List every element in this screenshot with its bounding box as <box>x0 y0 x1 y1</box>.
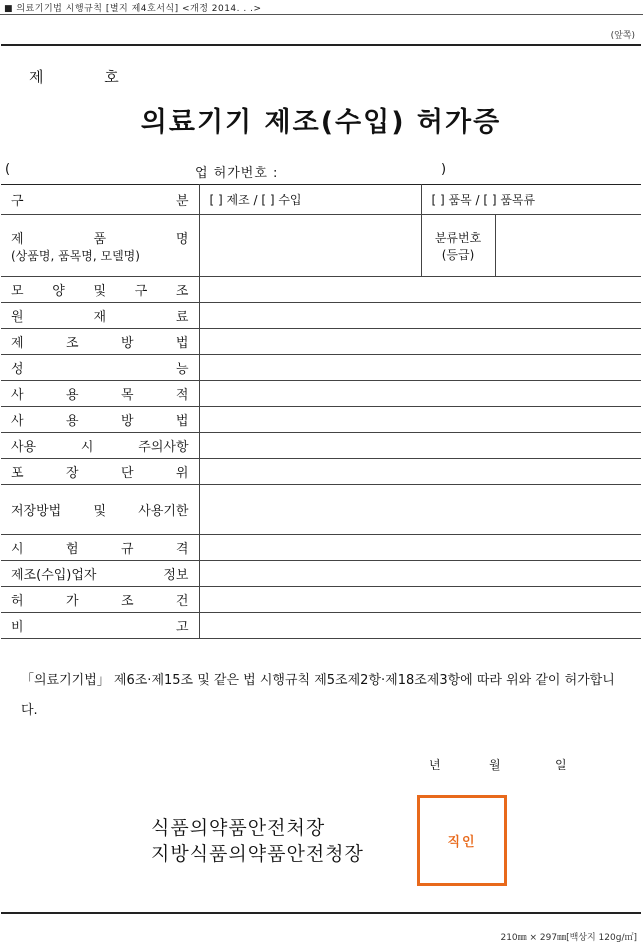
test-standard-label: 시 험 규 격 <box>1 535 199 561</box>
table-row <box>1 587 641 613</box>
manufacturer-info-label: 제조(수입)업자 정보 <box>1 561 199 587</box>
storage-expiry-label: 저장방법 및 사용기한 <box>1 485 199 535</box>
table-row <box>1 613 641 639</box>
permit-close-paren: ) <box>441 162 447 177</box>
performance-label: 성 능 <box>1 355 199 381</box>
table-row <box>1 433 641 459</box>
classification-field[interactable] <box>495 215 641 277</box>
table-row <box>1 185 641 215</box>
table-row <box>1 561 641 587</box>
raw-materials-field[interactable] <box>199 303 641 329</box>
precautions-label: 사용 시 주의사항 <box>1 433 199 459</box>
intended-use-field[interactable] <box>199 381 641 407</box>
usage-method-field[interactable] <box>199 407 641 433</box>
manufacturer-info-field[interactable] <box>199 561 641 587</box>
date-year-label: 년 <box>429 758 441 772</box>
permit-conditions-field[interactable] <box>199 587 641 613</box>
certificate-table <box>1 184 641 639</box>
issuing-authority <box>151 815 364 867</box>
table-row <box>1 381 641 407</box>
manufacturing-method-label: 제 조 방 법 <box>1 329 199 355</box>
remarks-label: 비 고 <box>1 613 199 639</box>
paper-size-note: 210㎜ × 297㎜[백상지 120g/㎡] <box>500 933 637 943</box>
division-item-itemclass-checkboxes[interactable]: [ ] 품목 / [ ] 품목류 <box>421 185 641 215</box>
table-row <box>1 277 641 303</box>
usage-method-label: 사 용 방 법 <box>1 407 199 433</box>
intended-use-label: 사 용 목 적 <box>1 381 199 407</box>
official-seal-text: 직인 <box>447 835 477 850</box>
authority-ministry: 식품의약품안전처장 <box>151 817 326 839</box>
table-row <box>1 407 641 433</box>
legal-statement: 「의료기기법」 제6조·제15조 및 같은 법 시행규칙 제5조제2항·제18조제3항에 따라 위와 같이 허가합니다. <box>21 673 615 718</box>
table-row <box>1 485 641 535</box>
table-row <box>1 355 641 381</box>
product-name-field[interactable] <box>199 215 421 277</box>
table-row <box>1 459 641 485</box>
certificate-number <box>29 66 119 87</box>
packaging-unit-label: 포 장 단 위 <box>1 459 199 485</box>
precautions-field[interactable] <box>199 433 641 459</box>
raw-materials-label: 원 재 료 <box>1 303 199 329</box>
permit-number-label: 업 허가번호 : <box>195 166 279 181</box>
table-row <box>1 329 641 355</box>
certificate-number-suffix: 호 <box>104 68 119 86</box>
storage-expiry-field[interactable] <box>199 485 641 535</box>
date-month-label: 월 <box>489 758 501 772</box>
permit-conditions-label: 허 가 조 건 <box>1 587 199 613</box>
product-name-label <box>1 215 199 277</box>
shape-structure-label: 모 양 및 구 조 <box>1 277 199 303</box>
shape-structure-field[interactable] <box>199 277 641 303</box>
table-row <box>1 215 641 277</box>
performance-field[interactable] <box>199 355 641 381</box>
date-day-label: 일 <box>555 758 567 772</box>
test-standard-field[interactable] <box>199 535 641 561</box>
certificate-number-prefix: 제 <box>29 68 44 86</box>
authority-regional: 지방식품의약품안전청장 <box>151 843 364 865</box>
product-name-label-sub: (상품명, 품목명, 모델명) <box>11 248 140 263</box>
division-manufacture-import-checkboxes[interactable]: [ ] 제조 / [ ] 수입 <box>199 185 421 215</box>
packaging-unit-field[interactable] <box>199 459 641 485</box>
remarks-field[interactable] <box>199 613 641 639</box>
permit-open-paren: ( <box>5 162 11 177</box>
header-divider <box>0 14 643 15</box>
division-label: 구 분 <box>1 185 199 215</box>
product-name-label-main: 제 품 명 <box>11 231 189 247</box>
table-row <box>1 303 641 329</box>
certificate-title: 의료기기 제조(수입) 허가증 <box>140 107 502 138</box>
official-seal-box <box>417 795 507 886</box>
classification-label: 분류번호(등급) <box>421 215 495 277</box>
table-row <box>1 535 641 561</box>
page-side-label: (앞쪽) <box>610 31 635 41</box>
regulation-header: ■ 의료기기법 시행규칙 [별지 제4호서식] <개정 2014. . .> <box>4 4 262 14</box>
manufacturing-method-field[interactable] <box>199 329 641 355</box>
certificate-form <box>1 44 641 914</box>
